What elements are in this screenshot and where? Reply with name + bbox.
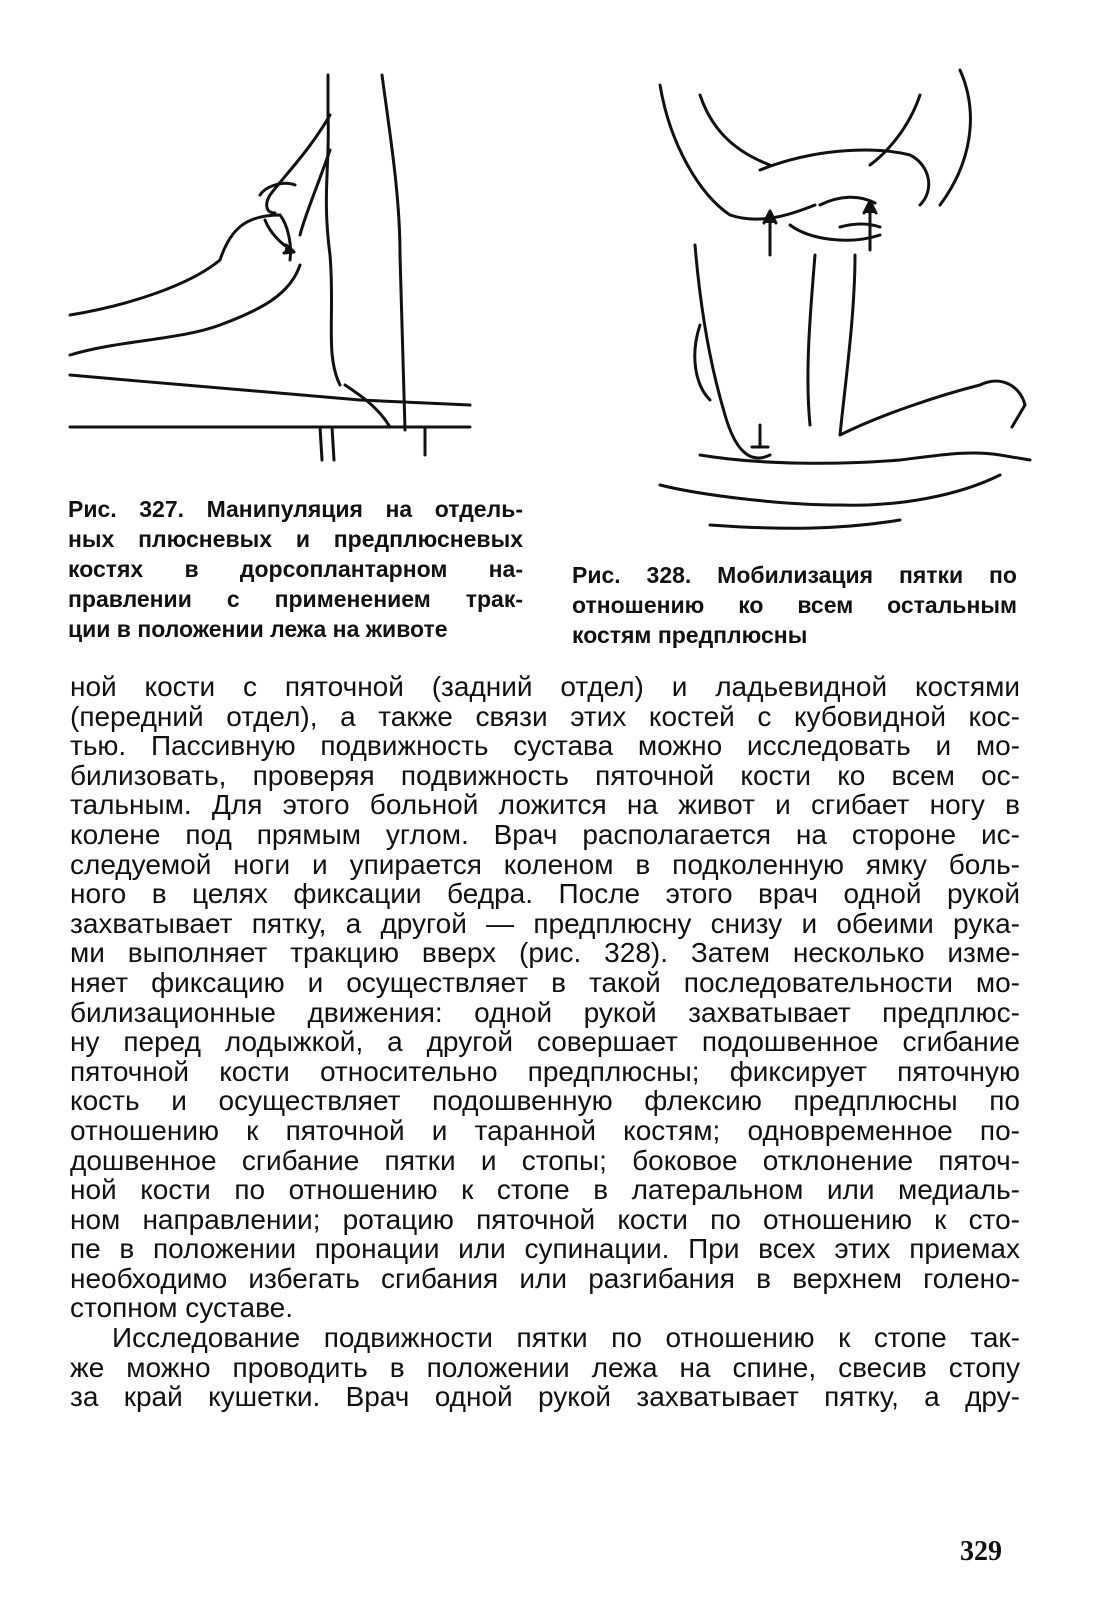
text-line: ном направлении; ротацию пяточной кости по отношению к сто- [70, 1203, 1020, 1235]
text-line: пе в положении пронации или супинации. При всех этих приемах [70, 1233, 1020, 1265]
caption-line: костям предплюсны [572, 622, 808, 648]
caption-line: правлении с применением трак- [68, 586, 523, 612]
text-line: (передний отдел), а также связи этих костей с кубовидной кос- [70, 700, 1020, 732]
text-line: захватывает пятку, а другой — предплюсну снизу и обеими рука- [70, 907, 1020, 939]
figure-327-caption [68, 494, 523, 644]
text-line: няет фиксацию и осуществляет в такой последовательности мо- [70, 966, 1020, 998]
page-number: 329 [960, 1536, 1002, 1567]
caption-line: Рис. 328. Мобилизация пятки по [572, 562, 1017, 588]
caption-line: Рис. 327. Манипуляция на отдель- [68, 496, 523, 522]
caption-line: костях в дорсоплантарном на- [68, 556, 523, 582]
figure-327-illustration [60, 55, 480, 485]
text-line: билизовать, проверяя подвижность пяточной кости ко всем ос- [70, 759, 1020, 791]
caption-line: ции в положении лежа на животе [68, 616, 448, 642]
text-line: пяточной кости относительно предплюсны; фиксирует пяточную [70, 1055, 1020, 1087]
text-line: колене под прямым углом. Врач располагается на стороне ис- [70, 818, 1020, 850]
text-line: за край кушетки. Врач одной рукой захватывает пятку, а дру- [70, 1381, 1020, 1413]
text-line: билизационные движения: одной рукой захватывает предплюс- [70, 996, 1020, 1028]
text-line: тью. Пассивную подвижность сустава можно исследовать и мо- [70, 730, 1020, 762]
text-line: дошвенное сгибание пятки и стопы; боковое отклонение пяточ- [70, 1144, 1020, 1176]
text-line: Исследование подвижности пятки по отношению к стопе так- [112, 1322, 1020, 1354]
caption-line: ных плюсневых и предплюсневых [68, 526, 523, 552]
text-line: необходимо избегать сгибания или разгибания в верхнем голено- [70, 1262, 1020, 1294]
text-line: следуемой ноги и упирается коленом в подколенную ямку боль- [70, 848, 1020, 880]
text-line: ми выполняет тракцию вверх (рис. 328). Затем несколько изме- [70, 937, 1020, 969]
figure-328-illustration [640, 55, 1040, 565]
text-line: стопном суставе. [70, 1292, 293, 1324]
text-line: отношению к пяточной и таранной костям; одновременное по- [70, 1114, 1020, 1146]
text-line: ну перед лодыжкой, а другой совершает подошвенное сгибание [70, 1026, 1020, 1058]
caption-line: отношению ко всем остальным [572, 592, 1017, 618]
text-line: же можно проводить в положении лежа на спине, свесив стопу [70, 1351, 1020, 1383]
text-line: тальным. Для этого больной ложится на живот и сгибает ногу в [70, 789, 1020, 821]
body-text [70, 672, 1020, 1412]
text-line: кость и осуществляет подошвенную флексию предплюсны по [70, 1085, 1020, 1117]
figure-328-caption [572, 560, 1017, 650]
text-line: ной кости по отношению к стопе в латеральном или медиаль- [70, 1174, 1020, 1206]
text-line: ного в целях фиксации бедра. После этого врач одной рукой [70, 878, 1020, 910]
text-line: ной кости с пяточной (задний отдел) и ладьевидной костями [70, 671, 1020, 702]
